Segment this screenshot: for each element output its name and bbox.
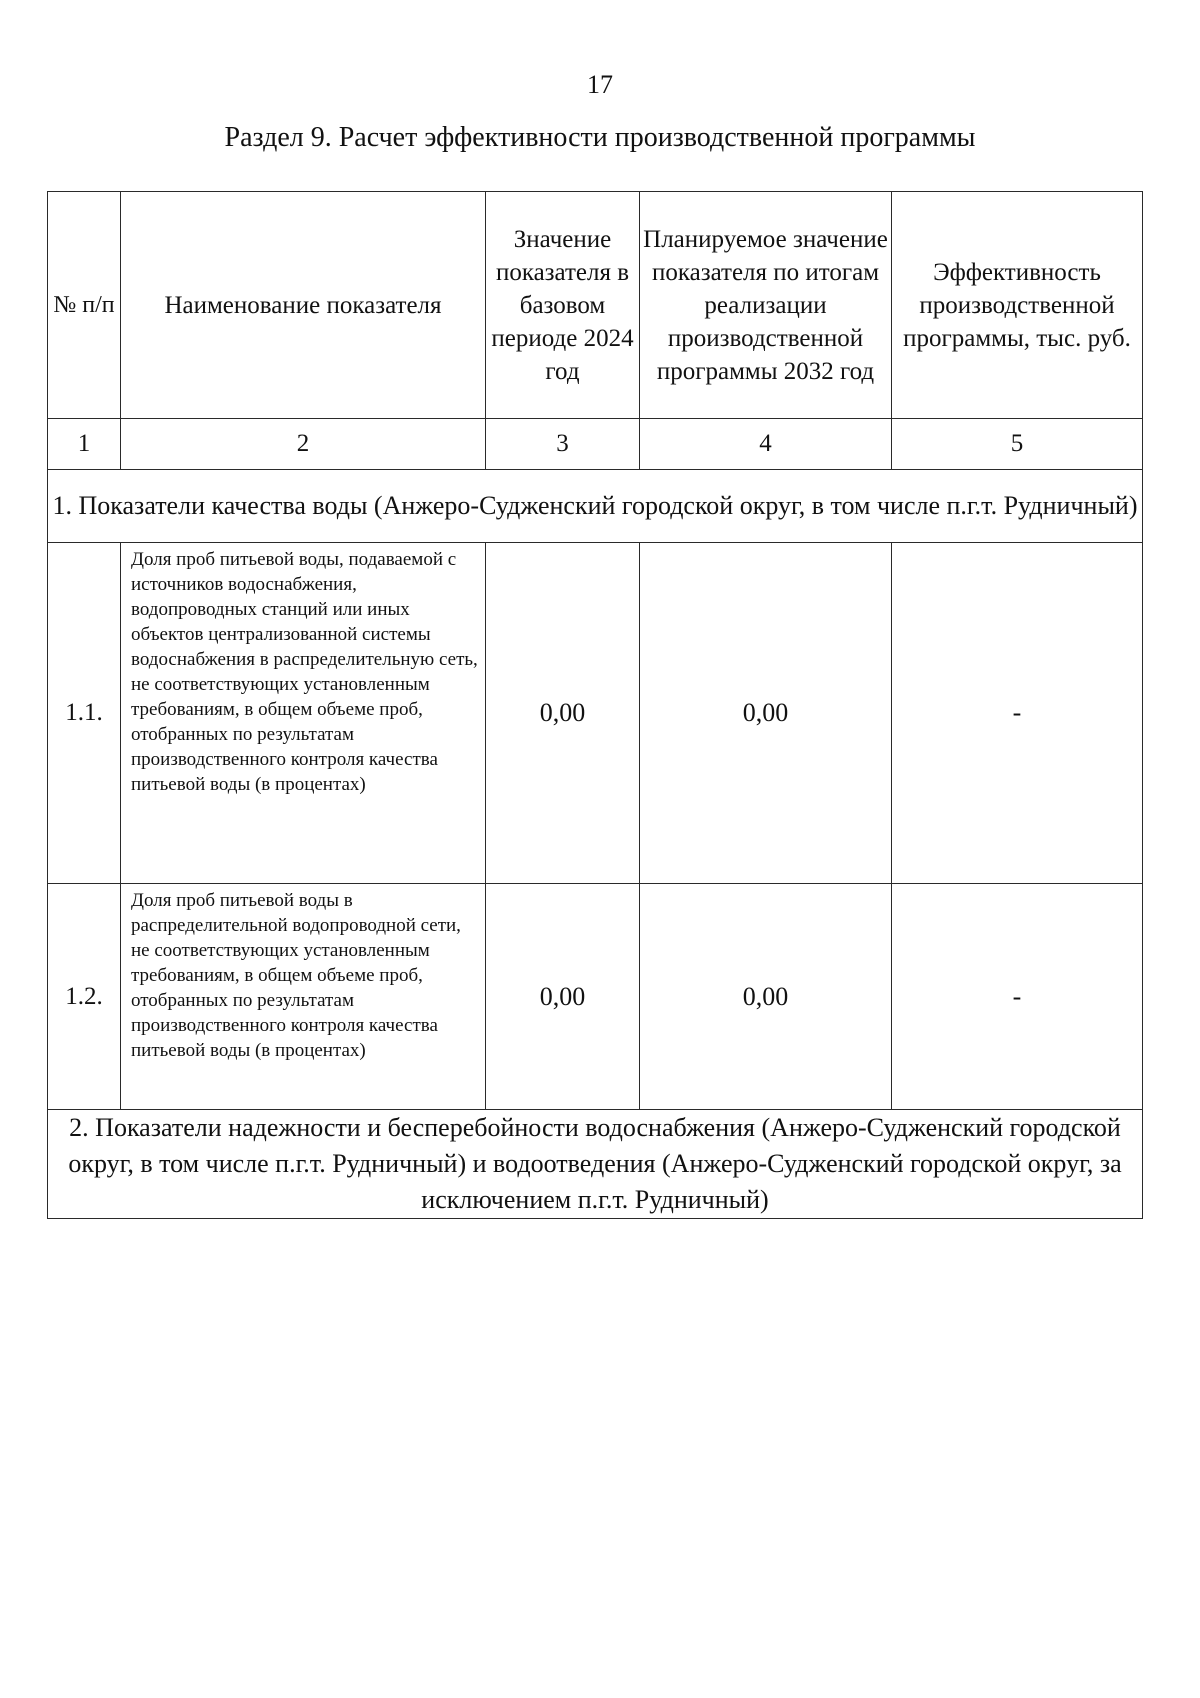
table-row (48, 884, 1143, 1110)
row-number: 1.1. (48, 543, 121, 884)
table-header-row (48, 192, 1143, 419)
header-base-value: Значение показателя в базовом периоде 2024 год (486, 192, 640, 419)
row-efficiency: - (892, 543, 1143, 884)
row-base-value: 0,00 (486, 884, 640, 1110)
section-title: Раздел 9. Расчет эффективности производственной программы (224, 122, 976, 153)
page-number: 17 (587, 70, 613, 99)
group-title-water-quality: 1. Показатели качества воды (Анжеро-Судженский городской округ, в том числе п.г.т. Рудничный) (48, 470, 1143, 543)
row-indicator-name: Доля проб питьевой воды в распределительной водопроводной сети, не соответствующих установленным требованиям, в общем объеме проб, отобранных по результатам производственного контроля качества питьевой воды (в процентах) (121, 884, 486, 1110)
row-base-value: 0,00 (486, 543, 640, 884)
header-planned-value: Планируемое значение показателя по итогам реализации производственной программы 2032 год (640, 192, 892, 419)
row-efficiency: - (892, 884, 1143, 1110)
column-number: 4 (640, 419, 892, 470)
row-planned-value: 0,00 (640, 884, 892, 1110)
table-row (48, 543, 1143, 884)
column-number: 2 (121, 419, 486, 470)
column-number-row (48, 419, 1143, 470)
row-number: 1.2. (48, 884, 121, 1110)
group-row (48, 1110, 1143, 1219)
column-number: 5 (892, 419, 1143, 470)
header-indicator-name: Наименование показателя (121, 192, 486, 419)
header-efficiency: Эффективность производственной программы, тыс. руб. (892, 192, 1143, 419)
row-indicator-name: Доля проб питьевой воды, подаваемой с источников водоснабжения, водопроводных станций или иных объектов централизованной системы водоснабжения в распределительную сеть, не соответствующих установленным требованиям, в общем объеме проб, отобранных по результатам производственного контроля качества питьевой воды (в процентах) (121, 543, 486, 884)
group-row (48, 470, 1143, 543)
row-planned-value: 0,00 (640, 543, 892, 884)
header-number: № п/п (48, 192, 121, 419)
column-number: 1 (48, 419, 121, 470)
group-title-reliability: 2. Показатели надежности и бесперебойности водоснабжения (Анжеро-Судженский городской округ, в том числе п.г.т. Рудничный) и водоотведения (Анжеро-Судженский городской округ, за исключением п.г.т. Рудничный) (48, 1110, 1143, 1219)
efficiency-table (47, 191, 1143, 1219)
column-number: 3 (486, 419, 640, 470)
